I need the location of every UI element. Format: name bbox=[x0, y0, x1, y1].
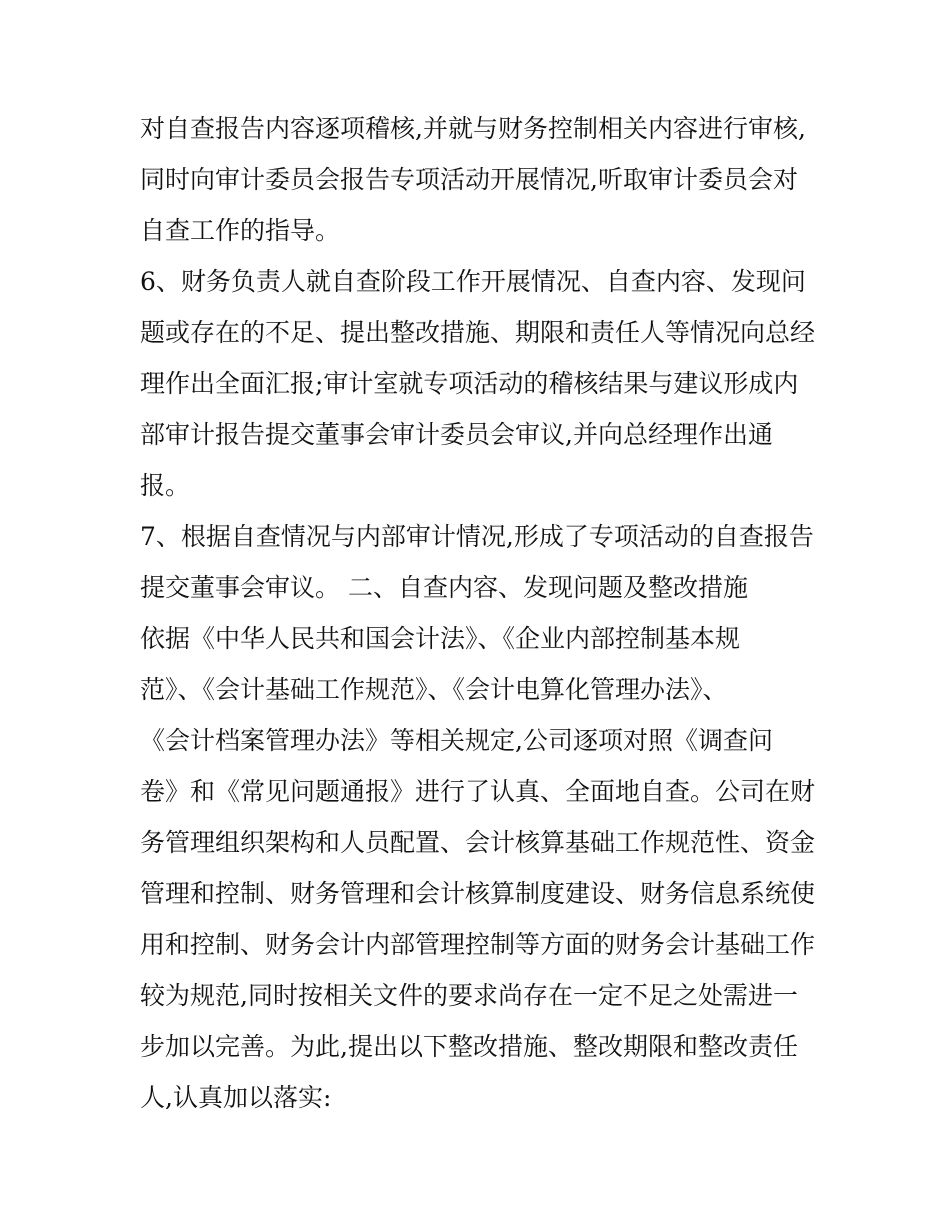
text-line: 部审计报告提交董事会审计委员会审议,并向总经理作出通 bbox=[140, 420, 773, 449]
text-line: 较为规范,同时按相关文件的要求尚存在一定不足之处需进一 bbox=[140, 981, 798, 1010]
text-line: 7、根据自查情况与内部审计情况,形成了专项活动的自查报告 bbox=[140, 522, 814, 551]
text-line: 对自查报告内容逐项稽核,并就与财务控制相关内容进行审核, bbox=[140, 114, 806, 143]
text-line: 理作出全面汇报;审计室就专项活动的稽核结果与建议形成内 bbox=[140, 369, 799, 398]
text-line: 用和控制、财务会计内部管理控制等方面的财务会计基础工作 bbox=[140, 930, 816, 959]
text-line: 提交董事会审议。 二、自查内容、发现问题及整改措施 bbox=[140, 573, 748, 602]
text-line: 依据《中华人民共和国会计法》、《企业内部控制基本规 bbox=[140, 624, 741, 653]
text-line: 6、财务负责人就自查阶段工作开展情况、自查内容、发现问 bbox=[140, 267, 806, 296]
text-line: 自查工作的指导。 bbox=[140, 216, 341, 245]
text-line: 同时向审计委员会报告专项活动开展情况,听取审计委员会对 bbox=[140, 165, 798, 194]
text-line: 步加以完善。为此,提出以下整改措施、整改期限和整改责任 bbox=[140, 1032, 798, 1061]
body-text bbox=[140, 103, 840, 1123]
text-line: 管理和控制、财务管理和会计核算制度建设、财务信息系统使 bbox=[140, 879, 816, 908]
text-line: 卷》和《常见问题通报》进行了认真、全面地自查。公司在财 bbox=[140, 777, 816, 806]
text-line: 题或存在的不足、提出整改措施、期限和责任人等情况向总经 bbox=[140, 318, 816, 347]
text-line: 人,认真加以落实: bbox=[140, 1083, 332, 1112]
text-line: 务管理组织架构和人员配置、会计核算基础工作规范性、资金 bbox=[140, 828, 816, 857]
text-line: 范》、《会计基础工作规范》、《会计电算化管理办法》、 bbox=[140, 675, 728, 704]
text-line: 《会计档案管理办法》等相关规定,公司逐项对照《调查问 bbox=[140, 726, 773, 755]
text-line: 报。 bbox=[140, 471, 191, 500]
